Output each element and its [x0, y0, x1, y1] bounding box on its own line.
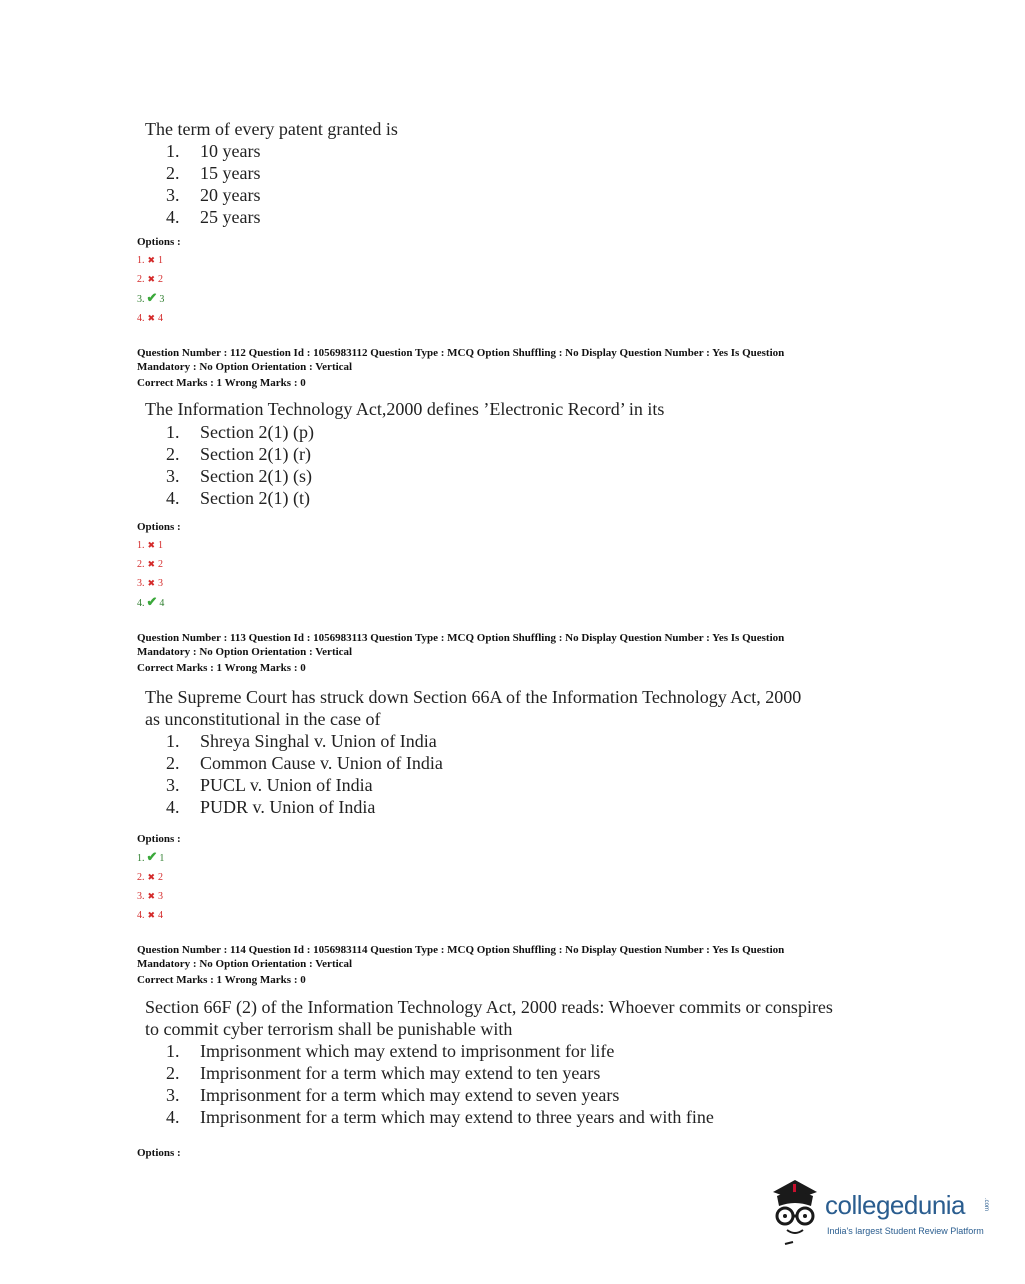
- question-meta: Question Number : 114 Question Id : 1056983114 Question Type : MCQ Option Shuffling : No Display Question Number : Yes Is Question Mandatory : No Option Orientation : Vertical Correct Marks : 1 Wrong Marks : 0: [137, 944, 785, 986]
- option-item: 1. ✖ 1: [137, 255, 164, 266]
- question-line: The term of every patent granted is: [145, 119, 398, 139]
- choice-item: 4. Section 2(1) (t): [166, 488, 310, 508]
- option-item: 3. ✖ 3: [137, 891, 164, 902]
- check-icon: ✔: [146, 594, 158, 609]
- qtext-4: [145, 996, 833, 1040]
- cross-icon: ✖: [147, 559, 156, 569]
- options-list: [137, 536, 164, 613]
- cross-icon: ✖: [147, 891, 156, 901]
- qtext-2: [145, 398, 664, 420]
- qtext-3: [145, 686, 801, 730]
- choice-item: 3. Imprisonment for a term which may extend to seven years: [166, 1085, 620, 1105]
- question-meta: Question Number : 113 Question Id : 1056983113 Question Type : MCQ Option Shuffling : No Display Question Number : Yes Is Question Mandatory : No Option Orientation : Vertical Correct Marks : 1 Wrong Marks : 0: [137, 632, 785, 674]
- option-item: 2. ✖ 2: [137, 559, 164, 570]
- option-item: 1. ✔ 1: [137, 849, 165, 864]
- cross-icon: ✖: [147, 313, 156, 323]
- logo-suffix: .com: [983, 1198, 989, 1212]
- choices-2: [166, 421, 314, 509]
- choices-4: [166, 1040, 714, 1128]
- question-meta: Question Number : 112 Question Id : 1056983112 Question Type : MCQ Option Shuffling : No Display Question Number : Yes Is Question Mandatory : No Option Orientation : Vertical Correct Marks : 1 Wrong Marks : 0: [137, 347, 785, 389]
- question-line: The Supreme Court has struck down Section 66A of the Information Technology Act, 2000: [145, 687, 802, 707]
- options-list: [137, 251, 164, 328]
- logo-wordmark: collegedunia: [825, 1190, 966, 1220]
- cross-icon: ✖: [147, 255, 156, 265]
- option-item: 4. ✖ 4: [137, 313, 164, 324]
- question-line: The Information Technology Act,2000 defines ’Electronic Record’ in its: [145, 399, 665, 419]
- cross-icon: ✖: [147, 274, 156, 284]
- choice-item: 4. PUDR v. Union of India: [166, 797, 376, 817]
- logo-tagline: India's largest Student Review Platform: [827, 1226, 984, 1236]
- options-title: Options :: [137, 236, 181, 248]
- cross-icon: ✖: [147, 540, 156, 550]
- question-line: as unconstitutional in the case of: [145, 709, 381, 729]
- check-icon: ✔: [146, 849, 158, 864]
- choice-item: 3. Section 2(1) (s): [166, 466, 312, 486]
- options-title: Options :: [137, 521, 181, 533]
- qtext-1: [145, 118, 398, 140]
- choice-item: 3. 20 years: [166, 185, 261, 205]
- choice-item: 2. 15 years: [166, 163, 261, 183]
- choice-item: 1. Shreya Singhal v. Union of India: [166, 731, 437, 751]
- option-item: 4. ✖ 4: [137, 910, 164, 921]
- choice-item: 1. 10 years: [166, 141, 261, 161]
- choice-item: 2. Section 2(1) (r): [166, 444, 311, 464]
- choice-item: 2. Common Cause v. Union of India: [166, 753, 443, 773]
- options-title: Options :: [137, 1147, 181, 1159]
- check-icon: ✔: [146, 290, 158, 305]
- mascot-icon: [765, 1178, 825, 1248]
- option-item: 1. ✖ 1: [137, 540, 164, 551]
- cross-icon: ✖: [147, 910, 156, 920]
- question-line: to commit cyber terrorism shall be punishable with: [145, 1019, 513, 1039]
- cross-icon: ✖: [147, 578, 156, 588]
- choice-item: 3. PUCL v. Union of India: [166, 775, 373, 795]
- choices-3: [166, 730, 443, 818]
- options-list: [137, 848, 164, 925]
- option-item: 3. ✖ 3: [137, 578, 164, 589]
- choice-item: 1. Imprisonment which may extend to imprisonment for life: [166, 1041, 615, 1061]
- choices-1: [166, 140, 260, 228]
- option-item: 2. ✖ 2: [137, 872, 164, 883]
- choice-item: 1. Section 2(1) (p): [166, 422, 314, 442]
- options-title: Options :: [137, 833, 181, 845]
- choice-item: 4. 25 years: [166, 207, 261, 227]
- option-item: 2. ✖ 2: [137, 274, 164, 285]
- choice-item: 4. Imprisonment for a term which may extend to three years and with fine: [166, 1107, 714, 1127]
- cross-icon: ✖: [147, 872, 156, 882]
- collegedunia-logo: [765, 1178, 995, 1248]
- choice-item: 2. Imprisonment for a term which may extend to ten years: [166, 1063, 601, 1083]
- option-item: 3. ✔ 3: [137, 290, 165, 305]
- question-line: Section 66F (2) of the Information Technology Act, 2000 reads: Whoever commits or conspires: [145, 997, 833, 1017]
- option-item: 4. ✔ 4: [137, 594, 165, 609]
